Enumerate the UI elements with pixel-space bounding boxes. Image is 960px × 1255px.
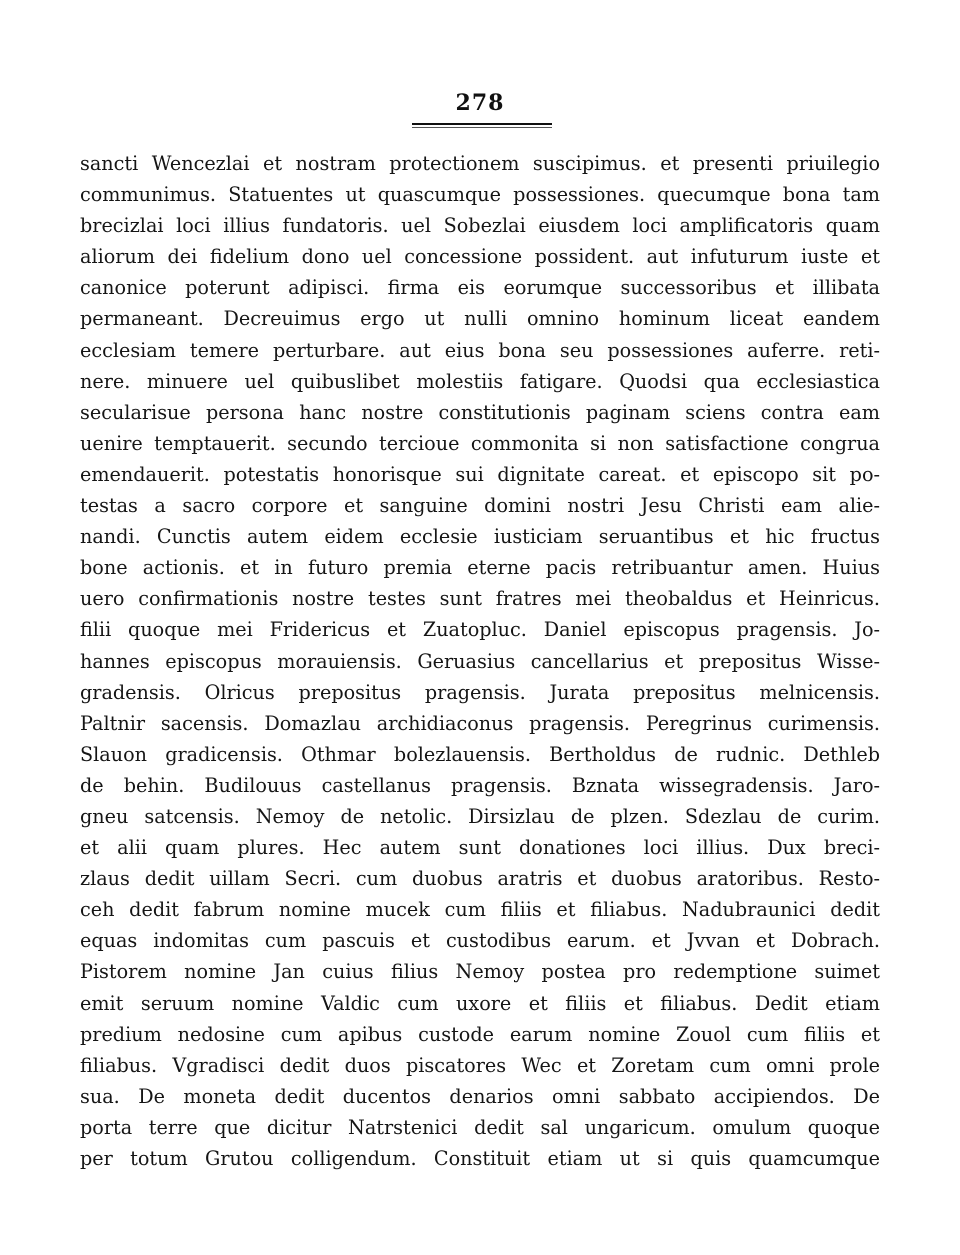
text-line: sua. De moneta dedit ducentos denarios omni sabbato accipiendos. De (80, 1084, 880, 1108)
text-line: Pistorem nomine Jan cuius filius Nemoy postea pro redemptione suimet (80, 960, 880, 984)
text-line: communimus. Statuentes ut quascumque possessiones. quecumque bona tam (80, 183, 880, 207)
text-line: emit seruum nomine Valdic cum uxore et filiis et filiabus. Dedit etiam (80, 991, 880, 1015)
text-line: emendauerit. potestatis honorisque sui dignitate careat. et episcopo sit po- (80, 462, 880, 486)
text-line: predium nedosine cum apibus custode earum nomine Zouol cum filiis et (80, 1022, 880, 1046)
text-line: testas a sacro corpore et sanguine domini nostri Jesu Christi eam alie- (80, 494, 880, 518)
text-line: permaneant. Decreuimus ergo ut nulli omnino hominum liceat eandem (80, 307, 880, 331)
text-line: Paltnir sacensis. Domazlau archidiaconus pragensis. Peregrinus curimensis. (80, 711, 880, 735)
text-line: sancti Wencezlai et nostram protectionem suscipimus. et presenti priuilegio (80, 152, 880, 175)
text-line: per totum Grutou colligendum. Constituit etiam ut si quis quamcumque (80, 1147, 880, 1170)
page-number-rule (412, 123, 552, 125)
text-line: nandi. Cunctis autem eidem ecclesie iusticiam seruantibus et hic fructus (80, 525, 880, 549)
text-line: secularisue persona hanc nostre constitutionis paginam sciens contra eam (80, 400, 880, 424)
text-line: uero confirmationis nostre testes sunt fratres mei theobaldus et Heinricus. (80, 587, 880, 611)
text-line: brecizlai loci illius fundatoris. uel Sobezlai eiusdem loci amplificatoris quam (80, 214, 880, 238)
text-line: bone actionis. et in futuro premia eterne pacis retribuantur amen. Huius (80, 556, 880, 580)
text-line: ceh dedit fabrum nomine mucek cum filiis et filiabus. Nadubraunici dedit (80, 898, 880, 922)
text-line: porta terre que dicitur Natrstenici dedit sal ungaricum. omulum quoque (80, 1115, 880, 1139)
text-line: uenire temptauerit. secundo tercioue commonita si non satisfactione congrua (80, 431, 880, 455)
text-line: gradensis. Olricus prepositus pragensis. Jurata prepositus melnicensis. (80, 680, 880, 704)
text-line: aliorum dei fidelium dono uel concessione possident. aut infuturum iuste et (80, 245, 880, 269)
text-line: de behin. Budilouus castellanus pragensis. Bznata wissegradensis. Jaro- (80, 773, 880, 797)
text-line: filiabus. Vgradisci dedit duos piscatores Wec et Zoretam cum omni prole (80, 1053, 880, 1077)
text-line: gneu satcensis. Nemoy de netolic. Dirsizlau de plzen. Sdezlau de curim. (80, 804, 880, 828)
text-line: et alii quam plures. Hec autem sunt donationes loci illius. Dux breci- (80, 836, 880, 860)
text-line: Slauon gradicensis. Othmar bolezlauensis. Bertholdus de rudnic. Dethleb (80, 742, 880, 766)
text-line: filii quoque mei Fridericus et Zuatopluc. Daniel episcopus pragensis. Jo- (80, 618, 880, 642)
text-line: ecclesiam temere perturbare. aut eius bona seu possessiones auferre. reti- (80, 338, 880, 362)
text-line: nere. minuere uel quibuslibet molestiis fatigare. Quodsi qua ecclesiastica (80, 369, 880, 393)
body-text (80, 148, 880, 1174)
page-number-rule-thin (412, 127, 552, 128)
text-line: zlaus dedit uillam Secri. cum duobus aratris et duobus aratoribus. Resto- (80, 867, 880, 891)
text-line: hannes episcopus morauiensis. Geruasius cancellarius et prepositus Wisse- (80, 649, 880, 673)
page-number: 278 (455, 90, 505, 116)
text-line: canonice poterunt adipisci. firma eis eorumque successoribus et illibata (80, 276, 880, 300)
text-line: equas indomitas cum pascuis et custodibus earum. et Jvvan et Dobrach. (80, 929, 880, 953)
